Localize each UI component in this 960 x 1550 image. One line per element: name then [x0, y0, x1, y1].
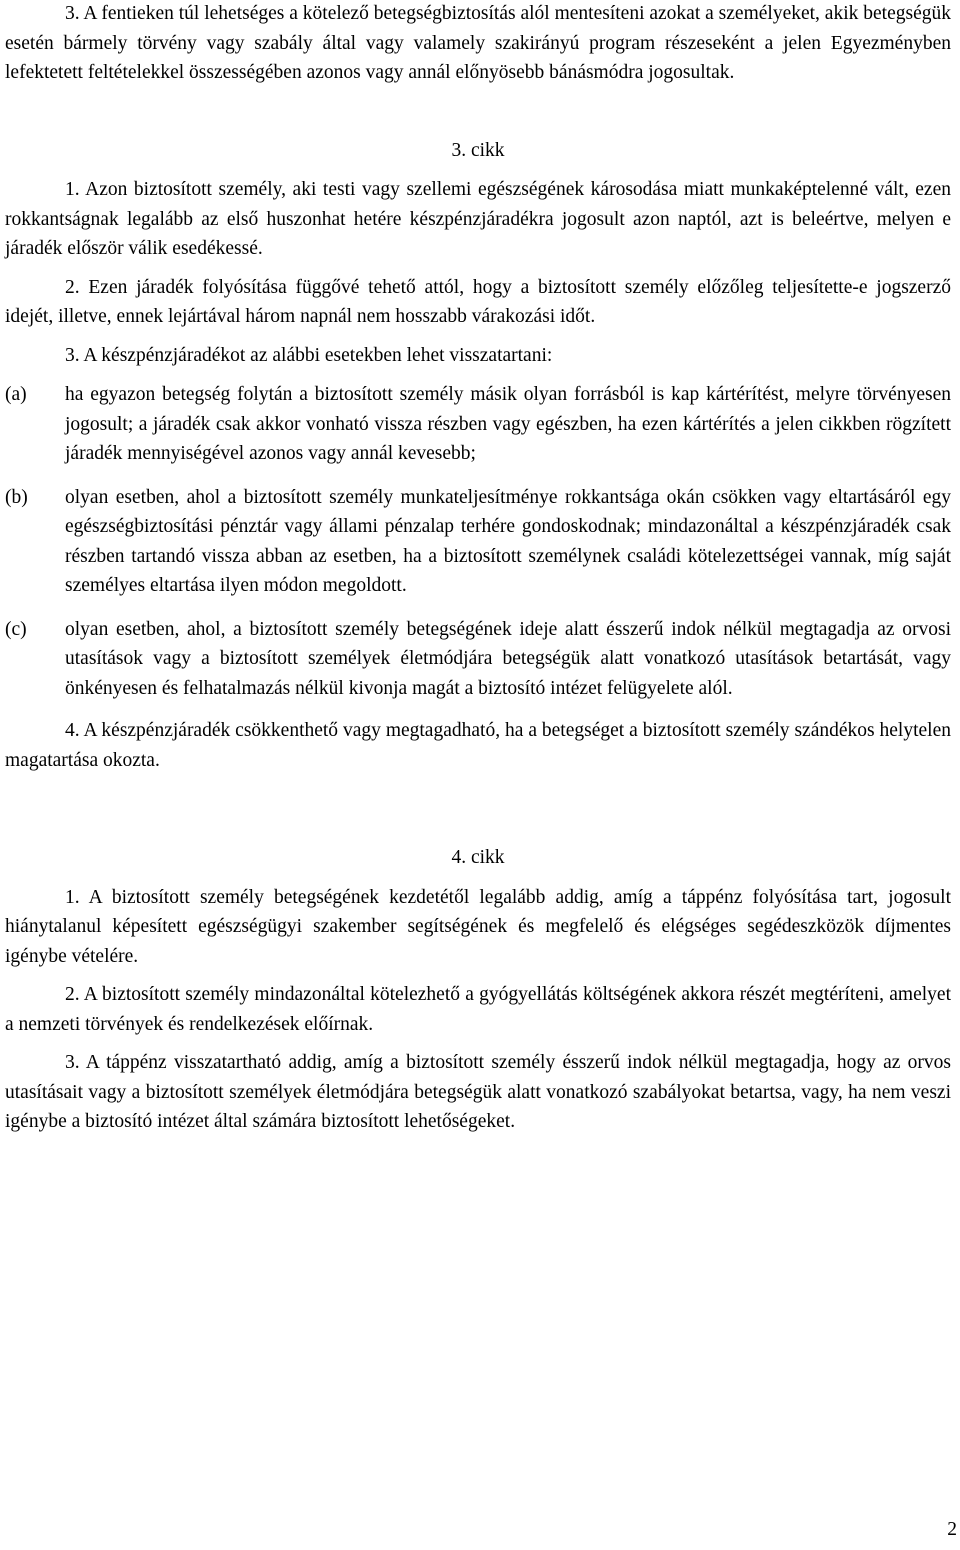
paragraph-4-3: 3. A táppénz visszatartható addig, amíg a biztosított személy ésszerű indok nélkül megtagadja, hogy az orvos utasításait vagy a biztosított személyek életmódjára betegségük alatt vonatkozó szabályokat betartsa, vagy, ha nem veszi igénybe a biztosító intézet által számára biztosított lehetőségeket. — [5, 1052, 951, 1132]
document-page — [5, 0, 951, 1550]
paragraph-3-1: 1. Azon biztosított személy, aki testi vagy szellemi egészségének károsodása miatt munkaképtelenné vált, ezen rokkantságnak legalább az első huszonhat hetére készpénzjáradékra jogosult azon naptól, azt is beleértve, melyen e járadék először válik esedékessé. — [5, 179, 951, 259]
list-item-text: olyan esetben, ahol, a biztosított személy betegségének ideje alatt ésszerű indok nélkül megtagadja az orvosi utasítások vagy a biztosított személyek életmódjára betegségük alatt vonatkozó utasítások betartását, vagy önkényesen és felhatalmazás nélkül kivonja magát a biztosító intézet felügyelete alól. — [65, 618, 951, 699]
list-item-text: olyan esetben, ahol a biztosított személy munkateljesítménye rokkantsága okán csökken vagy eltartásáról egy egészségbiztosítási pénztár vagy állami pénzalap terhére gondoskodnak; mindazonáltal a készpénzjáradék csak részben tartandó vissza abban az esetben, ha a biztosított személynek családi kötelezettségei vannak, míg saját személyes eltartása ilyen módon megoldott. — [65, 486, 951, 596]
article-3-heading: 3. cikk — [451, 139, 505, 161]
list-item-label: (a) — [5, 384, 27, 405]
paragraph-3-3: 3. A készpénzjáradékot az alábbi esetekben lehet visszatartani: — [65, 344, 553, 366]
paragraph-3-2: 2. Ezen járadék folyósítása függővé tehető attól, hogy a biztosított személy előzőleg teljesítette-e jogszerző idejét, illetve, ennek lejártával három napnál nem hosszabb várakozási időt. — [5, 276, 951, 327]
article-4-heading: 4. cikk — [451, 847, 505, 868]
list-item-label: (c) — [5, 618, 27, 640]
list-item-c — [5, 615, 951, 704]
paragraph-4-1: 1. A biztosított személy betegségének kezdetétől legalább addig, amíg a táppénz folyósítása tart, jogosult hiánytalanul képesített egészségügyi szakember segítségének és megfelelő és elégséges segédeszközök díjmentes igénybe vételére. — [5, 886, 951, 967]
list-item-text: ha egyazon betegség folytán a biztosított személy másik olyan forrásból is kap kártérítést, melyre törvényesen jogosult; a járadék csak akkor vonható vissza részben vagy egészben, ha ezen kártérítés a jelen cikkben rögzített járadék mennyiségével azonos vagy annál kevesebb; — [65, 384, 951, 464]
list-item-b — [5, 483, 951, 601]
list-item-label: (b) — [5, 486, 28, 508]
list-item-a — [5, 380, 951, 469]
paragraph-3-4: 4. A készpénzjáradék csökkenthető vagy megtagadható, ha a betegséget a biztosított személy szándékos helytelen magatartása okozta. — [5, 720, 951, 771]
page-number: 2 — [947, 1519, 957, 1540]
paragraph-2-3: 3. A fentieken túl lehetséges a kötelező betegségbiztosítás alól mentesíteni azokat a személyeket, akik betegségük esetén bármely törvény vagy szabály által vagy valamely szakirányú program részeseként a jelen Egyezményben lefektetett feltételekkel összességében azonos vagy annál előnyösebb bánásmódra jogosultak. — [5, 3, 951, 83]
paragraph-4-2: 2. A biztosított személy mindazonáltal kötelezhető a gyógyellátás költségének akkora részét megtéríteni, amelyet a nemzeti törvények és rendelkezések előírnak. — [5, 984, 951, 1035]
